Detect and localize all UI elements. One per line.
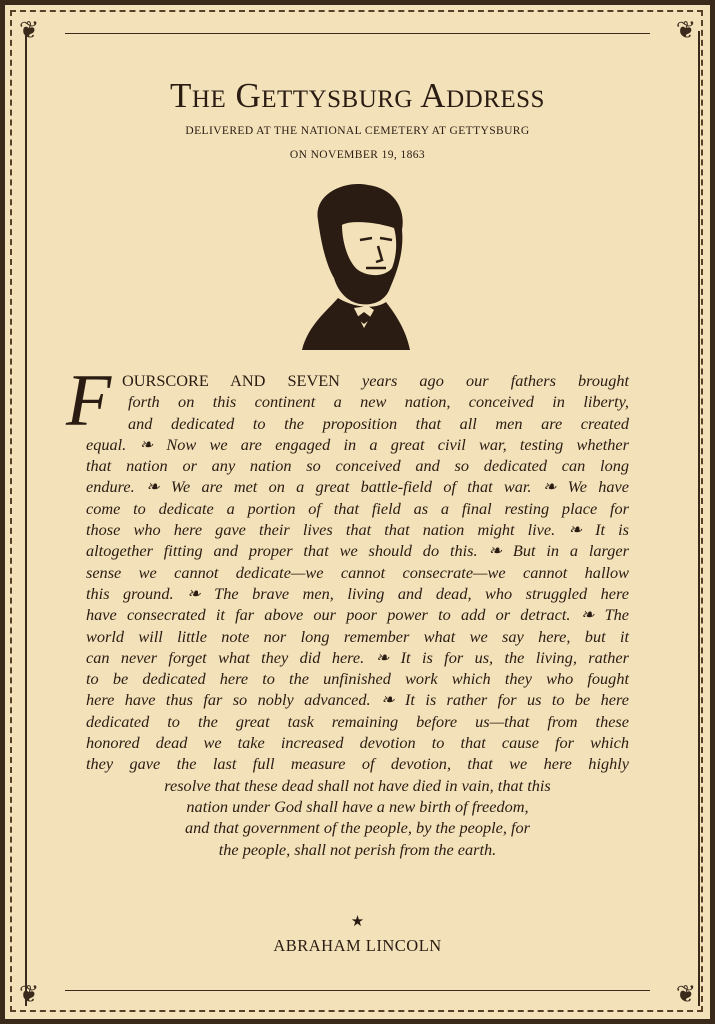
text-line: can never forget what they did here. ❧ It is for us, the living, rather	[86, 647, 629, 667]
text-line: that nation or any nation so conceived and so dedicated can long	[86, 456, 629, 476]
text-line: come to dedicate a portion of that field as a final resting place for	[86, 498, 629, 518]
text-line: world will little note nor long remember what we say here, but it	[86, 626, 629, 646]
signature: ABRAHAM LINCOLN	[273, 936, 442, 955]
address-text	[66, 360, 629, 860]
opening-caps: OURSCORE AND SEVEN	[122, 371, 340, 390]
corner-ornament-icon: ❦	[675, 982, 696, 1008]
drop-cap: F	[66, 360, 112, 442]
text-line: honored dead we take increased devotion to that cause for which	[86, 733, 629, 753]
text-line: dedicated to the great task remaining before us—that from these	[86, 711, 629, 731]
text-line: they gave the last full measure of devotion, that we here highly	[86, 754, 629, 774]
text-line: this ground. ❧ The brave men, living and dead, who struggled here	[86, 583, 629, 603]
text-line: resolve that these dead shall not have died in vain, that this	[164, 775, 551, 795]
text-line: those who here gave their lives that that nation might live. ❧ It is	[86, 520, 629, 540]
star-icon: ★	[350, 914, 365, 930]
text-line: the people, shall not perish from the earth.	[218, 839, 497, 859]
text-line	[122, 370, 629, 391]
text-line: forth on this continent a new nation, conceived in liberty,	[128, 392, 629, 412]
text-line: endure. ❧ We are met on a great battle-field of that war. ❧ We have	[86, 477, 629, 497]
text-line: altogether fitting and proper that we should do this. ❧ But in a larger	[86, 541, 629, 561]
text-line: equal. ❧ Now we are engaged in a great civil war, testing whether	[86, 434, 629, 454]
corner-ornament-icon: ❦	[19, 18, 40, 44]
corner-ornament-icon: ❦	[19, 982, 40, 1008]
text-line: here have thus far so nobly advanced. ❧ It is rather for us to be here	[86, 690, 629, 710]
top-rule	[65, 33, 650, 34]
bottom-rule	[65, 990, 650, 991]
subtitle-date: ON NOVEMBER 19, 1863	[289, 149, 426, 161]
text-line: to be dedicated here to the unfinished work which they who fought	[86, 669, 629, 689]
text-line: have consecrated it far above our poor power to add or detract. ❧ The	[86, 605, 629, 625]
text-line-rest: years ago our fathers brought	[339, 371, 629, 390]
corner-ornament-icon: ❦	[675, 18, 696, 44]
lincoln-portrait-icon	[298, 180, 413, 355]
text-line: and that government of the people, by the people, for	[185, 818, 530, 838]
page-title: The Gettysburg Address	[170, 76, 545, 115]
text-line: nation under God shall have a new birth of freedom,	[186, 796, 529, 816]
text-line: and dedicated to the proposition that all men are created	[128, 413, 629, 433]
subtitle-delivered: DELIVERED AT THE NATIONAL CEMETERY AT GETTYSBURG	[185, 125, 530, 137]
text-line: sense we cannot dedicate—we cannot consecrate—we cannot hallow	[86, 562, 629, 582]
